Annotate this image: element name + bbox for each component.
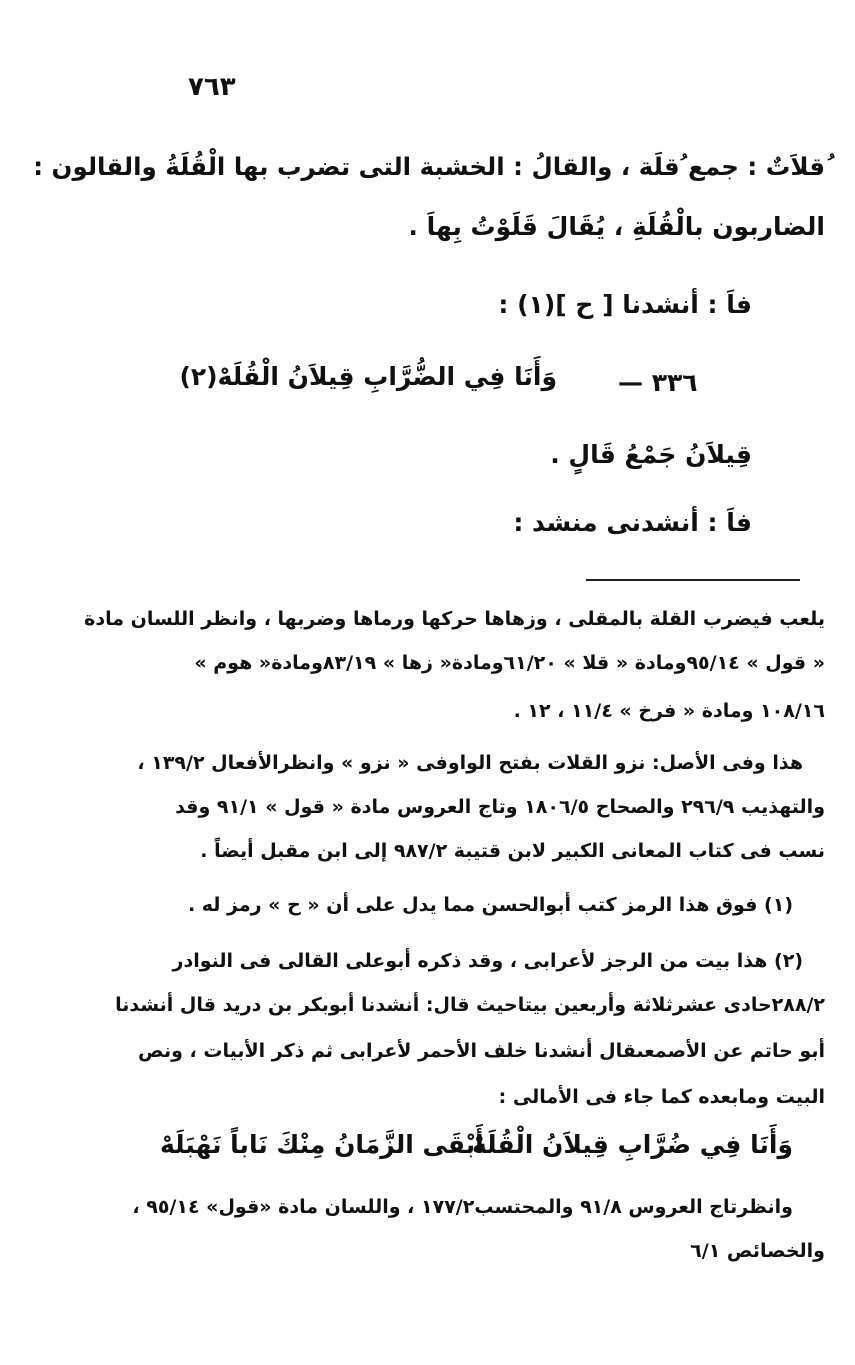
footnote-final-line2: والخصائص ٦/١ (690, 1240, 825, 1262)
footnote-para1-line1: يلعب فيضرب القلة بالمقلى ، وزهاها حركها ورماها وضربها ، وانظر اللسان مادة (84, 608, 825, 630)
main-line-5: قِيلاَنُ جَمْعُ قَالٍ . (550, 440, 752, 469)
footnote-final-line1: وانظرتاج العروس ٩١/٨ والمحتسب١٧٧/٢ ، واللسان مادة «قول» ٩٥/١٤ ، (132, 1196, 793, 1218)
main-line-3: فاَ : أنشدنا [ ح ](١) : (498, 290, 752, 319)
footnote-2-line3: أبو حاتم عن الأصمعىقال أنشدنا خلف الأحمر لأعرابى ثم ذكر الأبيات ، ونص (138, 1040, 825, 1062)
couplet-right-hemistich: وَأَنَا فِي ضُرَّابِ قِيلاَنُ الْقُلَهْ (472, 1130, 793, 1159)
footnote-divider (586, 579, 800, 581)
verse-number: ٣٣٦ — (618, 368, 698, 397)
couplet-left-hemistich: أَبْقَى الزَّمَانُ مِنْكَ نَاباً نَهْبَلَهْ (160, 1130, 484, 1159)
footnote-para1-line2: « قول » ٩٥/١٤ومادة « قلا » ٦١/٢٠ومادة« زها » ٨٣/١٩ومادة« هوم » (194, 652, 825, 674)
footnote-1: (١) فوق هذا الرمز كتب أبوالحسن مما يدل على أن « ح » رمز له . (187, 894, 793, 916)
footnote-para2-line2: والتهذيب ٢٩٦/٩ والصحاح ١٨٠٦/٥ وتاج العروس مادة « قول » ٩١/١ وقد (175, 796, 825, 818)
verse-text: وَأَنَا فِي الضُّرَّابِ قِيلاَنُ الْقُلَهْ(٢) (179, 362, 557, 391)
footnote-2-line1: (٢) هذا بيت من الرجز لأعرابى ، وقد ذكره أبوعلى القالى فى النوادر (172, 950, 803, 972)
footnote-2-line2: ٢٨٨/٢حادى عشرثلاثة وأربعين بيتاحيث قال: أنشدنا أبوبكر بن دريد قال أنشدنا (115, 994, 825, 1016)
footnote-para2-line3: نسب فى كتاب المعانى الكبير لابن قتيبة ٩٨٧/٢ إلى ابن مقبل أيضاً . (200, 840, 825, 862)
main-line-1: ُقلاَتٌ : جمع ُقلَة ، والقالُ : الخشبة التى تضرب بها الْقُلَةُ والقالون : (33, 152, 825, 181)
main-line-2: الضاربون بالْقُلَةِ ، يُقَالَ قَلَوْتُ بِهاَ . (408, 212, 825, 241)
footnote-para2-line1: هذا وفى الأصل: نزو القلات بفتح الواوفى « نزو » وانظرالأفعال ١٣٩/٢ ، (137, 752, 803, 774)
footnote-2-line4: البيت ومابعده كما جاء فى الأمالى : (498, 1086, 825, 1108)
main-line-6: فاَ : أنشدنى منشد : (513, 508, 752, 537)
page-number: ٧٦٣ (188, 72, 236, 102)
footnote-para1-line3: ١٠٨/١٦ ومادة « فرخ » ١١/٤ ، ١٢ . (513, 700, 825, 722)
